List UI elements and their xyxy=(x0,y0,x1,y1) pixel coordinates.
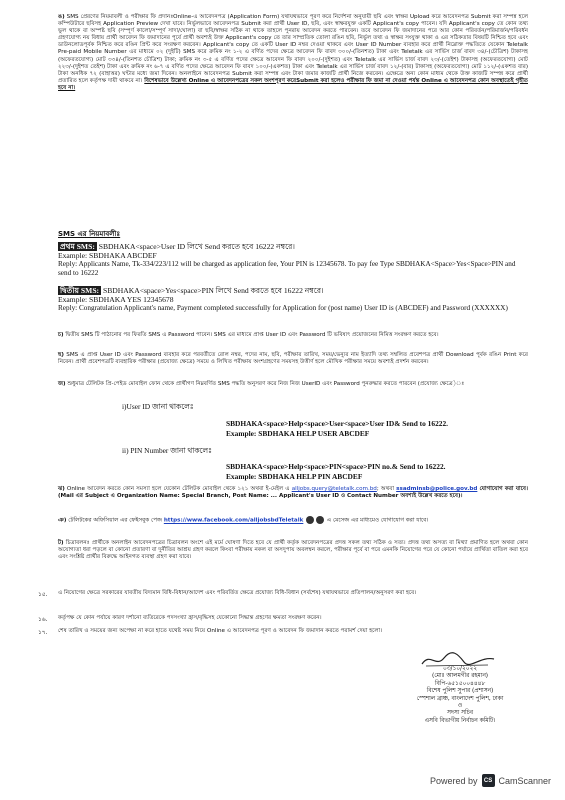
first-sms-block xyxy=(58,242,528,278)
item-marker: জ) xyxy=(58,381,66,387)
pin-example: Example: SBDHAKA HELP PIN ABCDEF xyxy=(226,472,363,481)
pin-command: SBDHAKA<space>Help<space>PIN<space>PIN no.& Send to 16222. xyxy=(226,462,446,471)
first-sms-command: SBDHAKA<space>User ID লিখে Send করতে হবে 16222 নম্বরে। xyxy=(98,242,296,251)
clause-text: শেষ তারিখ ও সময়ের জন্য অপেক্ষা না করে হাতে যথেষ্ট সময় নিয়ে Online এ আবেদনপত্র পূরণ ও আবেদন ফি জমাদান করতে পরামর্শ দেয়া হলো। xyxy=(58,628,383,634)
messenger-icon xyxy=(316,516,324,524)
clause-number: ১৫. xyxy=(38,592,48,598)
help-contact-paragraph xyxy=(58,486,528,500)
second-sms-block xyxy=(58,286,528,313)
facebook-paragraph xyxy=(58,516,528,525)
section-text: SMS প্রেরণের নিয়মাবলী ও পরীক্ষার ফি প্রদানঃOnline-এ আবেদনপত্র (Application Form) যথাযথভাবে পূরণ করে নির্দেশনা অনুযায়ী ছবি এবং স্বাক্ষর Upload করে আবেদনপত্র Submit করা সম্পন্ন হলে কম্পিউটারে ছবিসহ Application Preview দেখা যাবে। নির্ভুলভাবে আবেদনপত্র Submit করা প্রার্থী User ID, ছবি, এবং স্বাক্ষরযুক্ত একটি Applicant's copy পাবেন। যদি Applicant's copy তে কোন তথ্য ভুল থাকে বা অস্পষ্ট ছবি (সম্পূর্ণ কালো/সম্পূর্ণ সাদা/ঘোলা) বা ছবি/স্বাক্ষর সঠিক না থাকে তাহলে পুনরায় আবেদন করতে পারবেন। তবে আবেদন ফি জমাদানের পরে আর কোন পরিবর্তন/পরিমার্জন/পরিবর্ধন গ্রহণযোগ্য নয় বিধায় প্রার্থী আবেদন ফি জমাদানের পূর্বে প্রার্থী অবশ্যই উক্ত Applicant's copy তে তার সাম্প্রতিক তোলা রঙিন ছবি, নির্ভুল তথ্য ও স্বাক্ষর সংযুক্ত থাকা ও এর সঠিকতার বিষয়টি নিশ্চিত হবে এবং ডাউনলোডপূর্বক নিশ্চিত করে রঙিন প্রিন্ট করে সংরক্ষণ করবেন। Applicant's copy তে একটি User ID নম্বর দেওয়া থাকবে এবং User ID Number ব্যবহার করে প্রার্থী নিম্নোক্ত পদ্ধতিতে যেকোন Teletalk Pre-paid Mobile Number এর মাধ্যমে ০২ (দুইটি) SMS করে ক্রমিক নং ১-২ এ বর্ণিত পদের ক্ষেত্রে আবেদন ফি বাবদ ৩০০/-(তিনশত) টাকা এবং Teletalk এর সার্ভিস চার্জ বাবদ ৩৪/-(চৌত্রিশ) টাকাসহ (অফেরতযোগ্য) মোট ৩৩৪/-(তিনশত চৌত্রিশ) টাকা; ক্রমিক নং ৩-৫ এ বর্ণিত পদের ক্ষেত্রে আবেদন ফি বাবদ ২০০/-(দুইশত) এবং Teletalk এর সার্ভিস চার্জ বাবদ ২৩/-(তেইশ) টাকাসহ (অফেরতযোগ্য) মোট ২২৩/-(দুইশত তেইশ) টাকা এবং ক্রমিক নং ৬-৭ এ বর্ণিত পদের ক্ষেত্রে আবেদন ফি বাবদ ১০০/-(একশত) টাকা এবং Teletalk এর সার্ভিস চার্জ বাবদ ১২/-(বার) টাকাসহ (অফেরতযোগ্য) মোট ১১২/-(একশত বার) টাকা অনধিক ৭২ (বাহাত্তর) ঘন্টার মধ্যে জমা দিবেন। অনলাইনে আবেদনপত্র Submit করা সম্পন্ন এবং টাকা জমার কাজটি প্রার্থী নিজে করবেন। এক্ষেত্রে অন্য কোন মাধ্যম থেকে উক্ত কাজটি সম্পন্ন করে প্রার্থী প্রতারিত হলে কর্তৃপক্ষ দায়ী থাকবে না। xyxy=(58,14,529,84)
list-item xyxy=(58,352,528,366)
item-text: দ্বিতীয় SMS টি পাঠানোর পর ফিরতি SMS এ Password পাবেন। SMS এর মাধ্যমে প্রাপ্ত User ID এবং Password টি ভবিষ্যৎ প্রয়োজনের নিমিত্ত সংরক্ষণ করতে হবে। xyxy=(65,332,439,338)
camscanner-watermark xyxy=(430,774,551,787)
second-sms-reply: Reply: Congratulation Applicant's name, Payment completed successfully for Application for (post name) User ID is (ABCDEF) and Password (XXXXXX) xyxy=(58,304,508,312)
sms-payment-paragraph xyxy=(58,14,528,92)
signatory-member: সদস্য সচিব xyxy=(446,710,474,717)
sms-rules-title: SMS এর নিয়মাবলীঃ xyxy=(58,230,121,238)
second-sms-example: Example: SBDHAKA YES 12345678 xyxy=(58,295,174,304)
help-text-2: যোগাযোগ করা যাবে। (Mail এর Subject এ Organization Name: Special Branch, Post Name: ... Applicant's User ID ও Contact Number অবশ্যই উল্লেখ করতে হবে)। xyxy=(58,486,529,500)
userid-example: Example: SBDHAKA HELP USER ABCDEF xyxy=(226,429,370,438)
item-text: SMS এ প্রাপ্ত User ID এবং Password ব্যবহার করে পরবর্তীতে রোল নম্বর, পদের নাম, ছবি, পরীক্ষার তারিখ, সময়/ভেন্যুর নাম ইত্যাদি তথ্য সম্বলিত প্রবেশপত্র প্রার্থী Download পূর্বক রঙিন Print করে নিবেন। প্রার্থী প্রবেশপত্রটি ব্যবহারিক পরীক্ষার (প্রযোজ্য ক্ষেত্রে) সময়ে ও লিখিত পরীক্ষায় অংশগ্রহণের সময়সহ উত্তীর্ণ হলে মৌখিক পরীক্ষার সময়ে অবশ্যই প্রদর্শন করবেন। xyxy=(58,352,528,366)
camscanner-brand: CamScanner xyxy=(498,775,552,786)
item-marker: ঝ) xyxy=(58,486,65,492)
first-sms-reply: Reply: Applicants Name, Tk-334/223/112 will be charged as application fee, Your PIN is 12345678. To pay fee Type SBDHAKA<Space>Yes<Space>PIN and send to 16222 xyxy=(58,260,516,277)
clause-number: ১৭. xyxy=(38,630,48,636)
clause-number: ১৬. xyxy=(38,617,48,623)
facebook-text: টেলিটকের অফিসিয়াল এর ফেইসবুক পেজ xyxy=(68,517,163,524)
userid-command: SBDHAKA<space>Help<space>User<space>User ID& Send to 16222. xyxy=(226,419,449,428)
userid-title: i)User ID জানা থাকলেঃ xyxy=(122,402,194,411)
support-email-link[interactable]: alljobs.query@teletalk.com.bd xyxy=(291,486,377,492)
signatory-title: বিশেষ পুলিশ সুপার (প্রশাসন) xyxy=(426,688,494,695)
item-marker: ছ) xyxy=(58,352,64,358)
facebook-page-link[interactable]: https://www.facebook.com/alljobsbdTeletalk xyxy=(163,517,304,524)
help-tail: ; অথবা xyxy=(376,486,395,492)
signature-date: ০৩/১০/২০২২ xyxy=(442,666,478,672)
declaration-text: চিত্রাবলনঃ প্রার্থীকে অনলাইন আবেদনপত্রের চিত্রাবলন অংশে এই মর্মে ঘোষণা দিতে হবে যে প্রার্থী কর্তৃক আবেদনপত্রের প্রদত্ত সকল তথ্য সঠিক ও সত্য। প্রদত্ত তথ্য অসত্য বা মিথ্যা প্রমাণিত হলে অথবা কোন অযোগ্যতা ধরা পড়লে বা কোনো প্রতারণা বা দুর্নীতির আশ্রয় গ্রহণ করলে কিংবা পরীক্ষায় নকল বা অসদুপায় অবলম্বন করলে, পরীক্ষার পূর্বে বা পরে এমনকি নিয়োগের পরে যে কোনো পর্যায়ে প্রার্থিতা বাতিল করা হবে এবং সংশ্লিষ্ট প্রার্থীর বিরুদ্ধে আইনগত ব্যবস্থা গ্রহণ করা যাবে। xyxy=(58,540,528,561)
signatory-bp: বিপি-৬৫১৫০০৪৪৪৮ xyxy=(434,680,486,687)
signatory-office: স্পেশাল ব্রাঞ্চ, বাংলাদেশ পুলিশ, ঢাকা xyxy=(416,695,504,702)
signatory-and: ও xyxy=(457,703,463,710)
pin-title: ii) PIN Number জানা থাকলেঃ xyxy=(122,446,212,455)
signature-block xyxy=(390,666,530,725)
help-text: Online আবেদন করতে কোন সমস্যা হলে যেকোন টেলিটক মোবাইল থেকে ১২১ অথবা ই-মেইল এ xyxy=(66,486,290,492)
second-sms-command: SBDHAKA<space>Yes<space>PIN লিখে Send করতে হবে 16222 নম্বরে। xyxy=(102,286,324,295)
item-text: শুধুমাত্র টেলিটক প্রি-পেইড মোবাইল ফোন থেকে প্রার্থীগণ নিম্নবর্ণিত SMS পদ্ধতি অনুসরণ করে নিজ নিজ UserID এবং Password পুনরুদ্ধার করতে পারবেন (প্রযোজ্য ক্ষেত্রে)ঃ xyxy=(67,381,465,387)
signatory-name: (মোঃ আলমগীর রহমান) xyxy=(431,673,489,680)
section-emphasis: বিশেষভাবে উল্লেখ্য Online এ আবেদনপত্রের সকল অংশপূরণ করেSubmit করা হলেও পরীক্ষার ফি জমা না দেওয়া পর্যন্ত Online এ আবেদনপত্র কোন অবস্থাতেই গৃহীত হবে না। xyxy=(58,77,528,91)
clause-text: এ নিয়োগের ক্ষেত্রে সরকারের যাবতীয় বিদ্যমান বিধি-বিধান/আদেশ এবং পরিবর্তিত ক্ষেত্রে প্রযোজ্য বিধি-বিধান (সর্বশেষ) যথাযথভাবে প্রতিপালন/অনুসরণ করা হবে। xyxy=(58,590,417,596)
clause-text: কর্তৃপক্ষ যে কোন পর্যায়ে কারণ দর্শানো ব্যতিরেকে পদসংখ্যা হ্রাস/বৃদ্ধিসহ যেকোনো সিদ্ধান্ত গ্রহণের ক্ষমতা সংরক্ষণ করেন। xyxy=(58,615,322,621)
first-sms-example: Example: SBDHAKA ABCDEF xyxy=(58,251,157,260)
item-marker: চ) xyxy=(58,332,64,338)
item-marker: ট) xyxy=(58,540,64,546)
facebook-icon xyxy=(306,516,314,524)
camscanner-logo-icon: CS xyxy=(482,774,495,787)
signatory-committee: এসবি বিভাগীয় নির্বাচন কমিটি। xyxy=(424,717,496,724)
admin-email-link[interactable]: ssadminsb@police.gov.bd xyxy=(396,486,478,492)
section-marker: ঙ) xyxy=(58,14,65,20)
list-item xyxy=(58,332,528,339)
facebook-tail: এ মেসেজ এর মাধ্যমেও যোগাযোগ করা যাবে। xyxy=(326,517,429,524)
second-sms-tag: দ্বিতীয় SMS: xyxy=(60,286,100,295)
first-sms-tag: প্রথম SMS: xyxy=(60,242,95,251)
item-marker: ঞ) xyxy=(58,517,67,524)
declaration-paragraph xyxy=(58,540,528,561)
list-item xyxy=(58,381,528,388)
powered-by-label: Powered by xyxy=(430,775,478,786)
